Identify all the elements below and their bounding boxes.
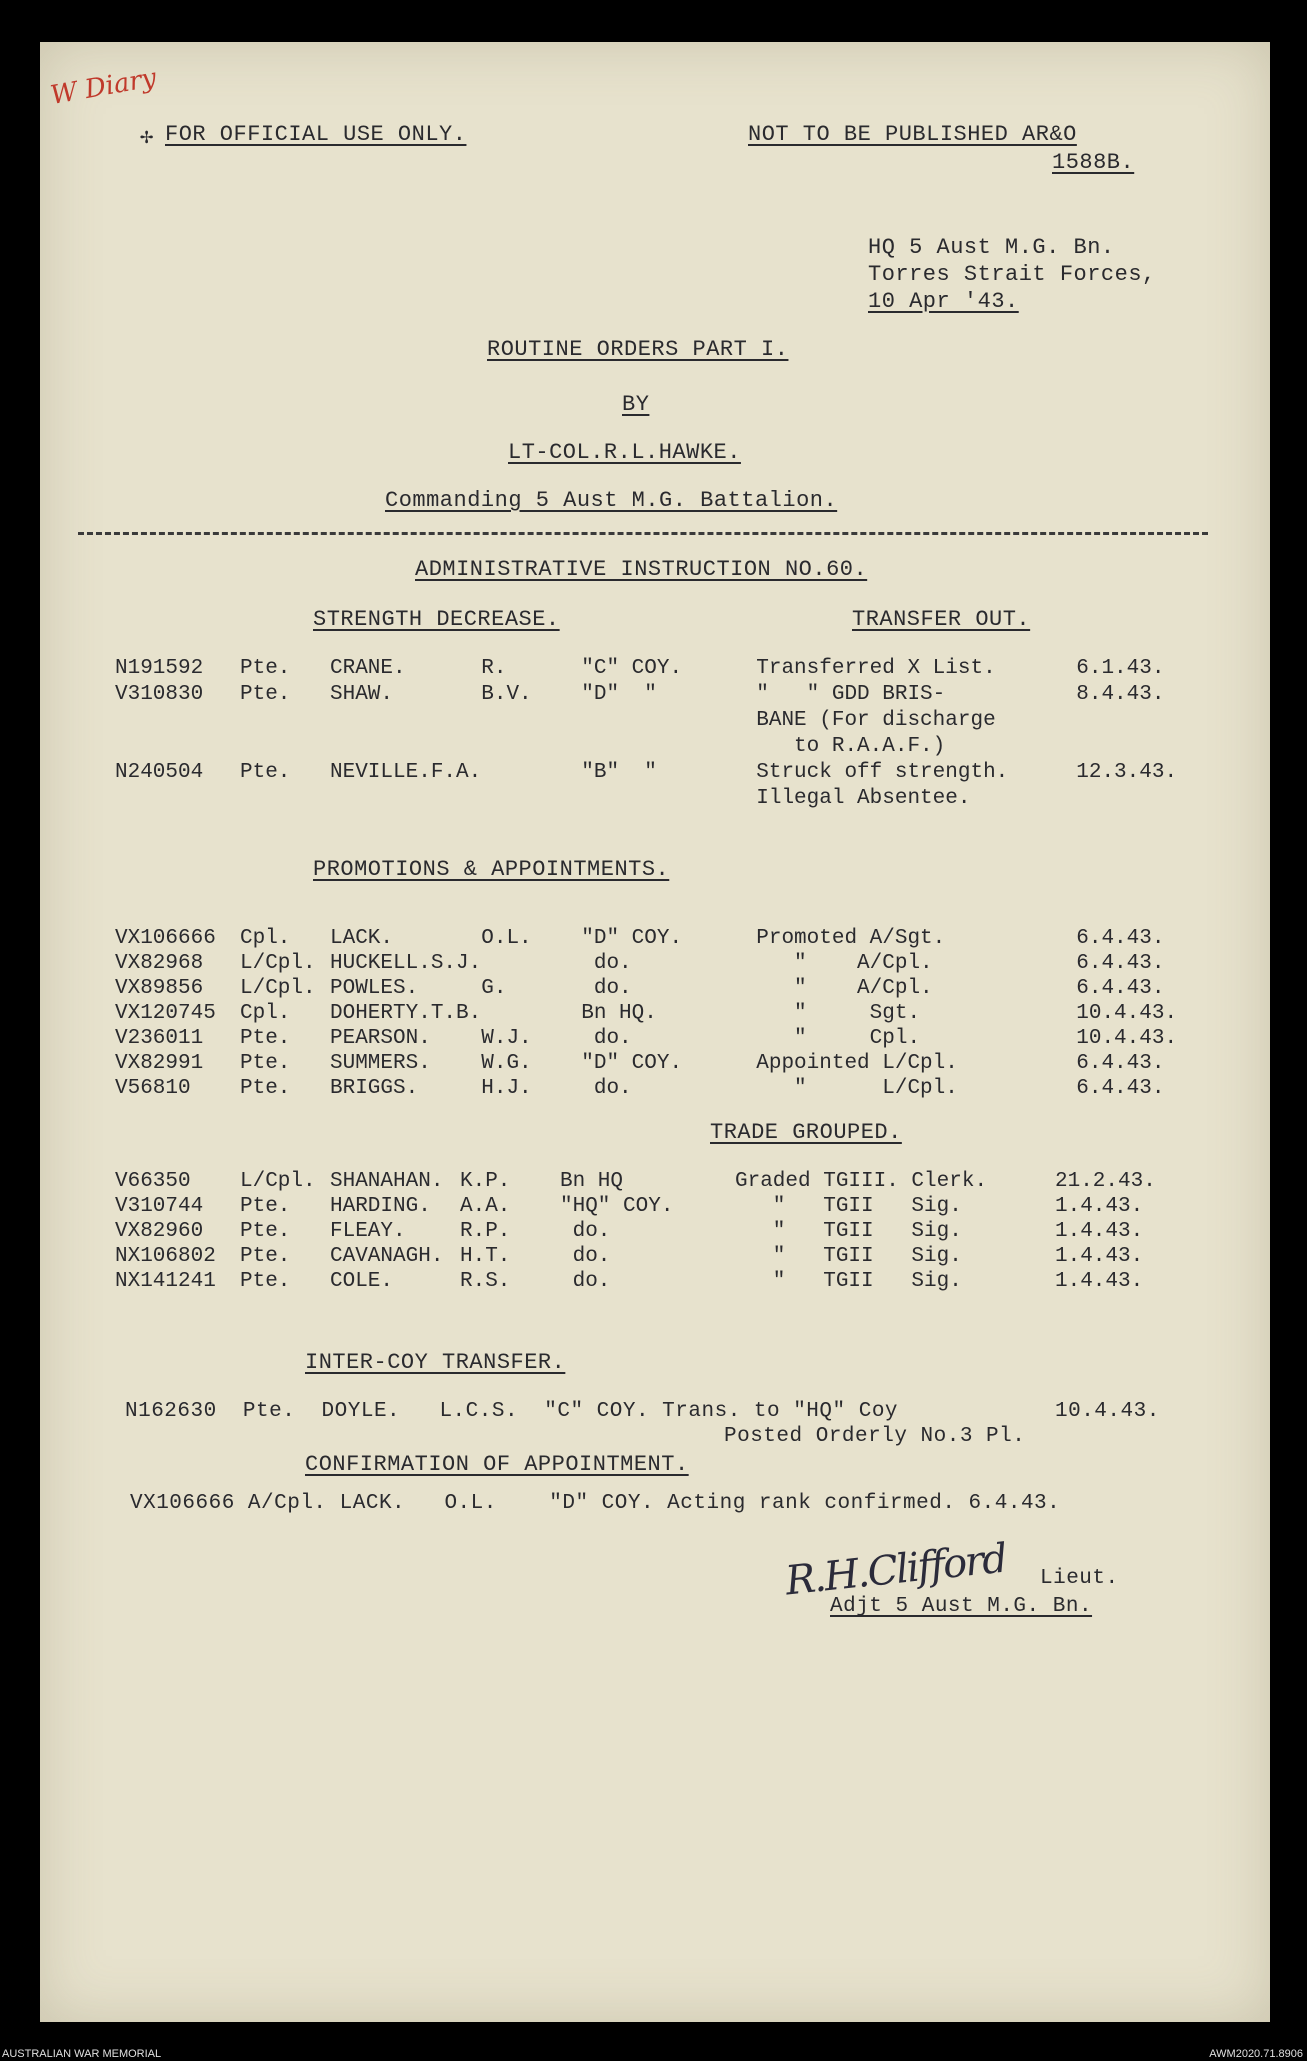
cell-init: A.A.: [460, 1195, 511, 1218]
cell-init: H.J.: [481, 1077, 532, 1100]
cell-date: 12.3.43.: [1076, 761, 1178, 784]
cell-init: W.G.: [481, 1052, 532, 1075]
cell-detail: Struck off strength.: [756, 761, 1009, 784]
cell-date: 10.4.43.: [1076, 1002, 1178, 1025]
cell-date: 6.1.43.: [1076, 657, 1165, 680]
cell-no: VX82991: [115, 1052, 204, 1075]
classification-reference: 1588B.: [1052, 150, 1135, 175]
promotions-table: [115, 927, 1186, 1102]
cell-init: [481, 761, 581, 787]
cell-no: VX82960: [115, 1220, 204, 1243]
table-row: [115, 787, 1186, 813]
cell-rank: [240, 735, 330, 761]
table-row: [115, 761, 1186, 787]
table-row: [115, 927, 1186, 952]
admin-instruction-heading: ADMINISTRATIVE INSTRUCTION NO.60.: [415, 557, 868, 582]
cell-init: [481, 952, 581, 977]
cell-name: HARDING.: [330, 1195, 431, 1218]
title-commander: LT-COL.R.L.HAWKE.: [508, 440, 741, 465]
cell-no: V236011: [115, 1027, 204, 1050]
cell-no: VX89856: [115, 977, 204, 1000]
cell-init: R.P.: [460, 1220, 511, 1243]
cell-unit: do.: [560, 1220, 611, 1243]
cell-detail: Illegal Absentee.: [756, 787, 971, 810]
cell-detail: Graded TGIII. Clerk.: [735, 1170, 988, 1193]
table-row: [115, 977, 1186, 1002]
cell-detail: " Cpl.: [756, 1027, 921, 1050]
cell-init: K.P.: [460, 1170, 511, 1193]
cell-name: LACK.: [330, 927, 394, 950]
cell-init: B.V.: [481, 683, 532, 706]
cell-init: R.S.: [460, 1270, 511, 1293]
cell-rank: Pte.: [240, 1270, 291, 1293]
cell-name: BRIGGS.: [330, 1077, 419, 1100]
cell-no: NX106802: [115, 1245, 216, 1268]
cell-no: VX82968: [115, 952, 204, 975]
table-row: [115, 1245, 1165, 1270]
signature-scrawl: R.H.Clifford: [783, 1535, 1008, 1605]
cell-rank: Pte.: [240, 683, 291, 706]
cell-init: [481, 735, 581, 761]
archive-reference: AWM2020.71.8906: [1209, 2048, 1303, 2060]
divider-rule: [78, 532, 1208, 535]
cell-no: N240504: [115, 761, 204, 784]
transfer-out-heading: TRANSFER OUT.: [852, 607, 1031, 632]
signature-title: Lieut.: [1040, 1567, 1119, 1590]
table-row: [115, 1077, 1186, 1102]
cell-unit: "D" ": [581, 683, 657, 706]
cell-unit: do.: [560, 1270, 611, 1293]
cell-detail: " Sgt.: [756, 1002, 921, 1025]
cell-init: [481, 1002, 581, 1027]
cell-rank: L/Cpl.: [240, 977, 316, 1000]
cell-rank: Pte.: [240, 1077, 291, 1100]
cell-date: 6.4.43.: [1076, 977, 1165, 1000]
cell-init: [481, 709, 581, 735]
cell-date: 21.2.43.: [1055, 1170, 1156, 1193]
cell-rank: Pte.: [240, 761, 291, 784]
confirmation-heading: CONFIRMATION OF APPOINTMENT.: [305, 1452, 689, 1477]
cell-unit: do.: [581, 977, 632, 1000]
inter-coy-heading: INTER-COY TRANSFER.: [305, 1350, 566, 1375]
cell-name: PEARSON.: [330, 1027, 431, 1050]
cell-init: W.J.: [481, 1027, 532, 1050]
document-page: [40, 42, 1270, 2022]
cell-rank: Pte.: [240, 1245, 291, 1268]
cell-name: NEVILLE.F.A.: [330, 761, 482, 784]
cell-unit: do.: [581, 952, 632, 975]
cell-date: 1.4.43.: [1055, 1195, 1144, 1218]
trade-grouped-heading: TRADE GROUPED.: [710, 1120, 902, 1145]
cell-name: [330, 709, 481, 735]
cell-name: [330, 787, 481, 813]
inter-coy-line-1: N162630 Pte. DOYLE. L.C.S. "C" COY. Trans. to "HQ" Coy: [125, 1400, 899, 1423]
promotions-heading: PROMOTIONS & APPOINTMENTS.: [313, 857, 670, 882]
cell-name: CAVANAGH.: [330, 1245, 444, 1268]
cell-init: R.: [481, 657, 507, 680]
trade-grouped-table: [115, 1170, 1165, 1295]
cell-rank: L/Cpl.: [240, 952, 316, 975]
cell-name: SUMMERS.: [330, 1052, 431, 1075]
address-line-1: HQ 5 Aust M.G. Bn.: [868, 235, 1115, 260]
cell-unit: do.: [560, 1245, 611, 1268]
archive-credit: AUSTRALIAN WAR MEMORIAL: [2, 2048, 162, 2060]
cell-name: [330, 735, 481, 761]
cell-init: G.: [481, 977, 507, 1000]
signature-role: Adjt 5 Aust M.G. Bn.: [830, 1595, 1093, 1618]
inter-coy-date: 10.4.43.: [1055, 1400, 1160, 1423]
cell-date: 6.4.43.: [1076, 1077, 1165, 1100]
cell-rank: Pte.: [240, 1220, 291, 1243]
cell-init: H.T.: [460, 1245, 511, 1268]
cell-name: HUCKELL.S.J.: [330, 952, 482, 975]
cell-detail: " TGII Sig.: [735, 1220, 962, 1243]
cell-date: [1076, 709, 1186, 735]
cell-detail: BANE (For discharge: [756, 709, 996, 732]
cell-rank: Cpl.: [240, 1002, 291, 1025]
cell-detail: " TGII Sig.: [735, 1245, 962, 1268]
cell-unit: [581, 709, 756, 735]
table-row: [115, 735, 1186, 761]
handwritten-annotation: W Diary: [48, 62, 159, 112]
cell-rank: Pte.: [240, 1195, 291, 1218]
cell-detail: to R.A.A.F.): [756, 735, 946, 758]
table-row: [115, 1270, 1165, 1295]
cell-unit: "HQ" COY.: [560, 1195, 674, 1218]
cell-date: 6.4.43.: [1076, 927, 1165, 950]
table-row: [115, 683, 1186, 709]
strength-decrease-heading: STRENGTH DECREASE.: [313, 607, 560, 632]
cell-rank: Cpl.: [240, 927, 291, 950]
strength-decrease-table: [115, 657, 1186, 813]
cell-rank: [240, 709, 330, 735]
cell-unit: Bn HQ: [560, 1170, 624, 1193]
table-row: [115, 709, 1186, 735]
cell-no: V66350: [115, 1170, 191, 1193]
cell-name: COLE.: [330, 1270, 394, 1293]
cell-no: VX120745: [115, 1002, 216, 1025]
cell-unit: "D" COY.: [581, 1052, 683, 1075]
cell-no: [115, 709, 240, 735]
cell-name: CRANE.: [330, 657, 406, 680]
cell-date: 1.4.43.: [1055, 1270, 1144, 1293]
cell-no: [115, 787, 240, 813]
cell-rank: Pte.: [240, 657, 291, 680]
cell-unit: "B" ": [581, 761, 657, 784]
cell-name: POWLES.: [330, 977, 419, 1000]
table-row: [115, 952, 1186, 977]
cell-no: V310830: [115, 683, 204, 706]
cell-detail: Promoted A/Sgt.: [756, 927, 946, 950]
table-row: [115, 657, 1186, 683]
inter-coy-line-2: Posted Orderly No.3 Pl.: [724, 1425, 1026, 1448]
cell-date: [1076, 735, 1186, 761]
cell-no: [115, 735, 240, 761]
cell-detail: " L/Cpl.: [756, 1077, 958, 1100]
cell-detail: Transferred X List.: [756, 657, 996, 680]
cell-name: SHANAHAN.: [330, 1170, 444, 1193]
cell-no: V56810: [115, 1077, 191, 1100]
cell-detail: " " GDD BRIS-: [756, 683, 946, 706]
cell-detail: " A/Cpl.: [756, 952, 933, 975]
table-row: [115, 1170, 1165, 1195]
table-row: [115, 1052, 1186, 1077]
cell-unit: do.: [581, 1077, 632, 1100]
cell-detail: " A/Cpl.: [756, 977, 933, 1000]
cell-date: 6.4.43.: [1076, 952, 1165, 975]
cell-detail: Appointed L/Cpl.: [756, 1052, 958, 1075]
cell-unit: do.: [581, 1027, 632, 1050]
cell-date: [1076, 787, 1186, 813]
cell-name: DOHERTY.T.B.: [330, 1002, 482, 1025]
confirmation-line: VX106666 A/Cpl. LACK. O.L. "D" COY. Acting rank confirmed. 6.4.43.: [130, 1492, 1061, 1515]
title-routine-orders: ROUTINE ORDERS PART I.: [487, 337, 789, 362]
address-line-2: Torres Strait Forces,: [868, 262, 1156, 287]
cell-date: 1.4.43.: [1055, 1220, 1144, 1243]
cell-unit: Bn HQ.: [581, 1002, 657, 1025]
cell-no: VX106666: [115, 927, 216, 950]
cell-rank: Pte.: [240, 1027, 291, 1050]
cell-detail: " TGII Sig.: [735, 1195, 962, 1218]
cell-detail: " TGII Sig.: [735, 1270, 962, 1293]
cell-no: V310744: [115, 1195, 204, 1218]
title-by: BY: [622, 392, 650, 417]
cell-unit: "C" COY.: [581, 657, 683, 680]
cell-no: N191592: [115, 657, 204, 680]
cell-unit: [581, 735, 756, 761]
cell-date: 1.4.43.: [1055, 1245, 1144, 1268]
cell-no: NX141241: [115, 1270, 216, 1293]
table-row: [115, 1002, 1186, 1027]
title-commanding: Commanding 5 Aust M.G. Battalion.: [385, 488, 838, 513]
cell-unit: [581, 787, 756, 813]
cell-name: FLEAY.: [330, 1220, 406, 1243]
cell-init: O.L.: [481, 927, 532, 950]
cell-rank: [240, 787, 330, 813]
cell-date: 8.4.43.: [1076, 683, 1165, 706]
punch-hole-icon: ✢: [140, 125, 154, 150]
address-date: 10 Apr '43.: [868, 289, 1019, 314]
table-row: [115, 1195, 1165, 1220]
classification-left: FOR OFFICIAL USE ONLY.: [165, 122, 467, 147]
cell-rank: Pte.: [240, 1052, 291, 1075]
cell-date: 6.4.43.: [1076, 1052, 1165, 1075]
cell-name: SHAW.: [330, 683, 394, 706]
cell-unit: "D" COY.: [581, 927, 683, 950]
cell-rank: L/Cpl.: [240, 1170, 316, 1193]
cell-init: [481, 787, 581, 813]
cell-date: 10.4.43.: [1076, 1027, 1178, 1050]
table-row: [115, 1220, 1165, 1245]
table-row: [115, 1027, 1186, 1052]
classification-right: NOT TO BE PUBLISHED AR&O: [748, 122, 1077, 147]
